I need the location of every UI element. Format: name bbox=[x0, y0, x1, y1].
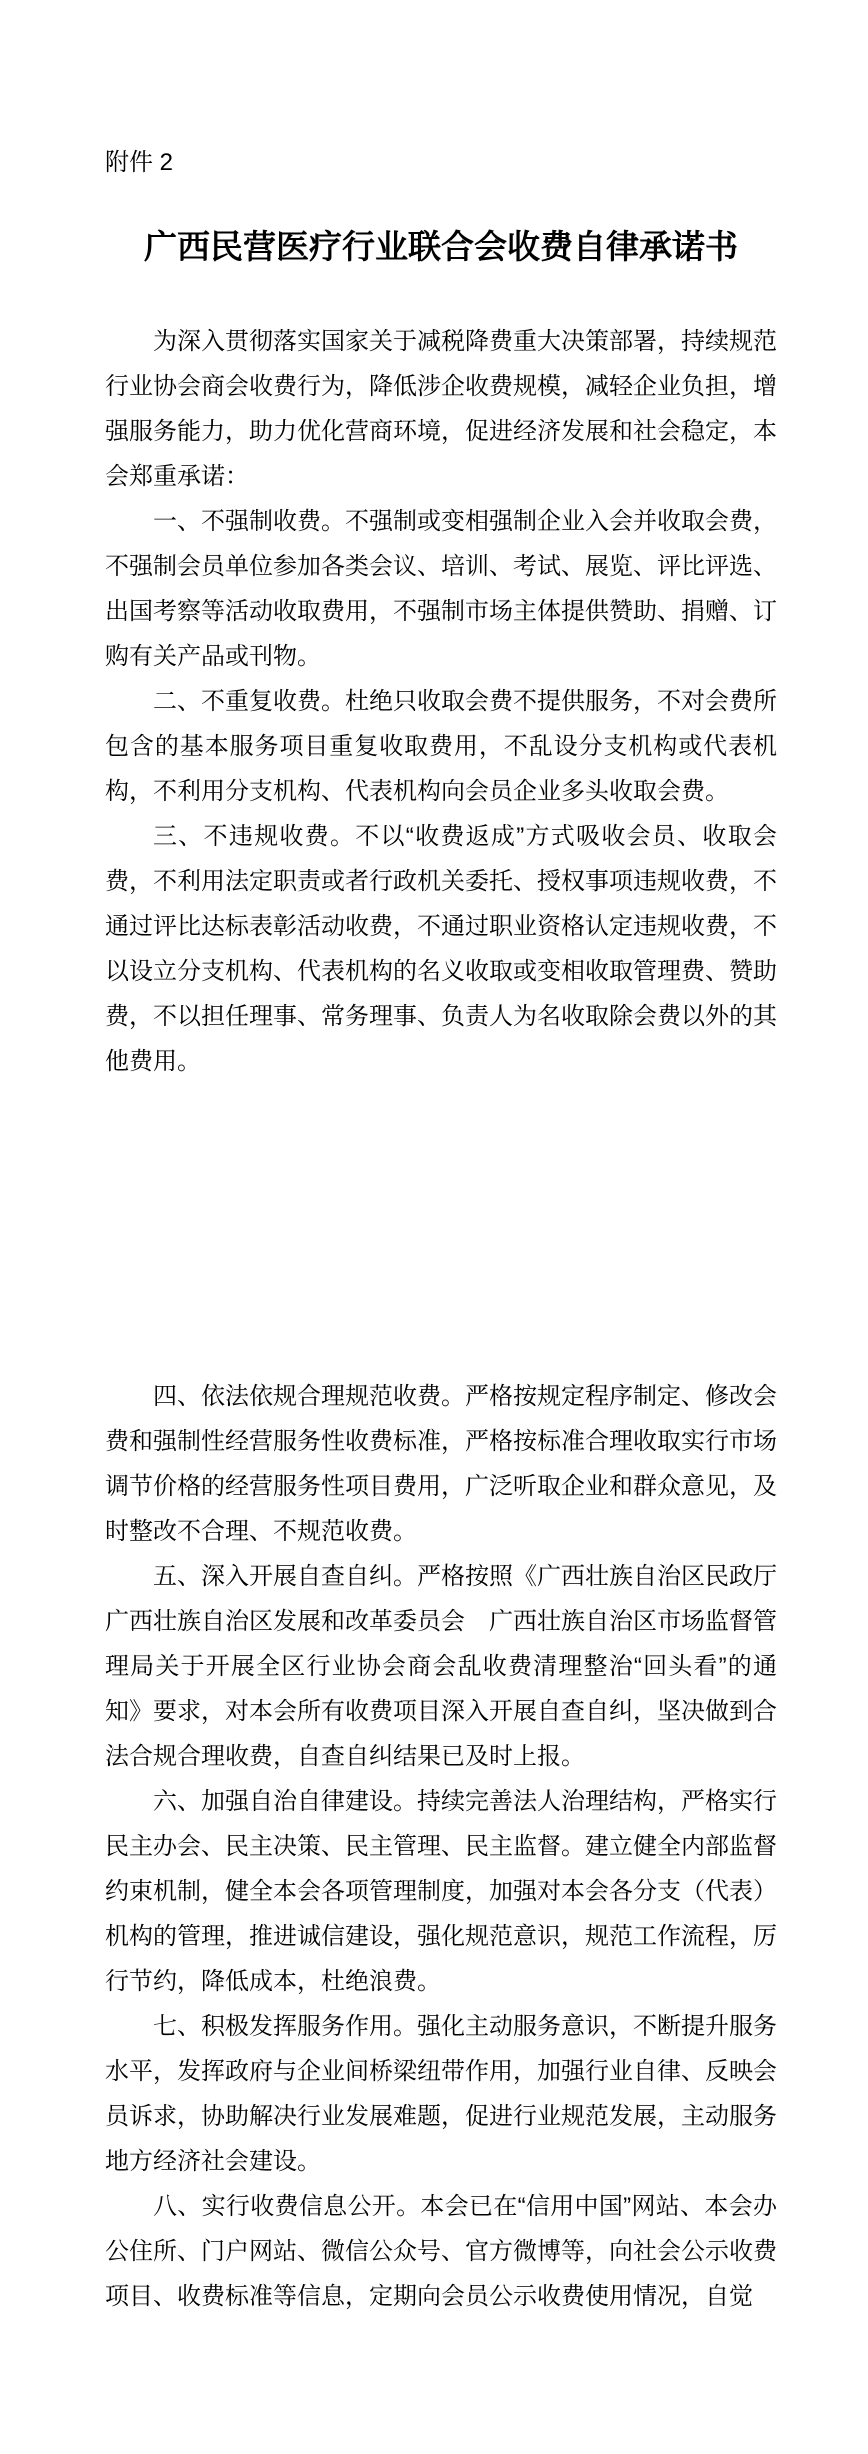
attachment-label: 附件 2 bbox=[105, 149, 174, 176]
paragraph-item-7: 七、积极发挥服务作用。强化主动服务意识，不断提升服务水平，发挥政府与企业间桥梁纽带作用，加强行业自律、反映会员诉求，协助解决行业发展难题，促进行业规范发展，主动服务地方经济社会建设。 bbox=[105, 2013, 777, 2175]
paragraph-item-8: 八、实行收费信息公开。本会已在“信用中国”网站、本会办公住所、门户网站、微信公众号、官方微博等，向社会公示收费项目、收费标准等信息，定期向会员公示收费使用情况，自觉 bbox=[105, 2193, 777, 2310]
paragraph-item-3: 三、不违规收费。不以“收费返成”方式吸收会员、收取会费，不利用法定职责或者行政机关委托、授权事项违规收费，不通过评比达标表彰活动收费，不通过职业资格认定违规收费，不以设立分支机构、代表机构的名义收取或变相收取管理费、赞助费，不以担任理事、常务理事、负责人为名收取除会费以外的其他费用。 bbox=[105, 823, 777, 1075]
document-title: 广西民营医疗行业联合会收费自律承诺书 bbox=[144, 228, 738, 265]
document-body bbox=[105, 319, 801, 2319]
paragraph-item-4: 四、依法依规合理规范收费。严格按规定程序制定、修改会费和强制性经营服务性收费标准，严格按标准合理收取实行市场调节价格的经营服务性项目费用，广泛听取企业和群众意见，及时整改不合理、不规范收费。 bbox=[105, 1383, 777, 1545]
paragraph-item-5: 五、深入开展自查自纠。严格按照《广西壮族自治区民政厅 广西壮族自治区发展和改革委员会 广西壮族自治区市场监督管理局关于开展全区行业协会商会乱收费清理整治“回头看”的通知》要求，对本会所有收费项目深入开展自查自纠，坚决做到合法合规合理收费，自查自纠结果已及时上报。 bbox=[105, 1563, 801, 1770]
paragraph-item-1: 一、不强制收费。不强制或变相强制企业入会并收取会费，不强制会员单位参加各类会议、培训、考试、展览、评比评选、出国考察等活动收取费用，不强制市场主体提供赞助、捐赠、订购有关产品或刊物。 bbox=[105, 508, 777, 670]
paragraph-intro: 为深入贯彻落实国家关于减税降费重大决策部署，持续规范行业协会商会收费行为，降低涉企收费规模，减轻企业负担，增强服务能力，助力优化营商环境，促进经济发展和社会稳定，本会郑重承诺： bbox=[105, 328, 777, 490]
paragraph-item-2: 二、不重复收费。杜绝只收取会费不提供服务，不对会费所包含的基本服务项目重复收取费用，不乱设分支机构或代表机构，不利用分支机构、代表机构向会员企业多头收取会费。 bbox=[105, 688, 777, 805]
paragraph-item-6: 六、加强自治自律建设。持续完善法人治理结构，严格实行民主办会、民主决策、民主管理、民主监督。建立健全内部监督约束机制，健全本会各项管理制度，加强对本会各分支（代表）机构的管理，推进诚信建设，强化规范意识，规范工作流程，厉行节约，降低成本，杜绝浪费。 bbox=[105, 1788, 777, 1995]
page-break-gap bbox=[105, 1084, 777, 1374]
